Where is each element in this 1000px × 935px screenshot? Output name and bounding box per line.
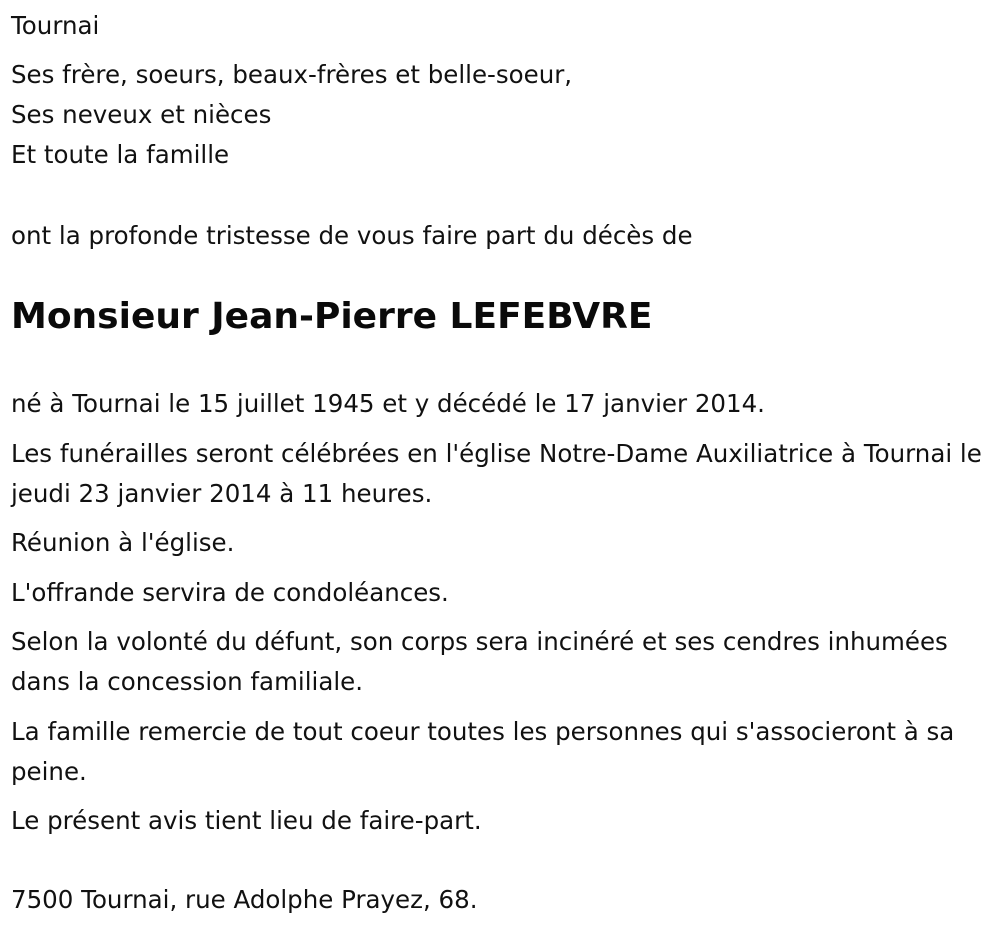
- header-city: Tournai: [11, 11, 100, 40]
- deceased-name: Monsieur Jean-Pierre LEFEBVRE: [11, 296, 653, 337]
- funeral-paragraph: Les funérailles seront célébrées en l'église Notre-Dame Auxiliatrice à Tournai le jeudi 23 janvier 2014 à 11 heures.: [11, 438, 982, 508]
- meeting-paragraph: Réunion à l'église.: [11, 528, 235, 557]
- announcement-intro: ont la profonde tristesse de vous faire part du décès de: [11, 221, 693, 250]
- notice-paragraph: Le présent avis tient lieu de faire-part.: [11, 806, 482, 835]
- family-line-nephews: Ses neveux et nièces: [11, 100, 272, 129]
- obituary-details: [11, 384, 986, 851]
- family-list: [11, 55, 572, 175]
- birth-death-paragraph: né à Tournai le 15 juillet 1945 et y décédé le 17 janvier 2014.: [11, 389, 765, 418]
- family-address: 7500 Tournai, rue Adolphe Prayez, 68.: [11, 885, 478, 914]
- offering-paragraph: L'offrande servira de condoléances.: [11, 577, 449, 607]
- family-line-siblings: Ses frère, soeurs, beaux-frères et belle-soeur,: [11, 60, 573, 89]
- cremation-paragraph: Selon la volonté du défunt, son corps sera incinéré et ses cendres inhumées dans la concession familiale.: [11, 627, 948, 696]
- thanks-paragraph: La famille remercie de tout coeur toutes les personnes qui s'associeront à sa peine.: [11, 716, 955, 786]
- family-line-whole-family: Et toute la famille: [11, 140, 230, 169]
